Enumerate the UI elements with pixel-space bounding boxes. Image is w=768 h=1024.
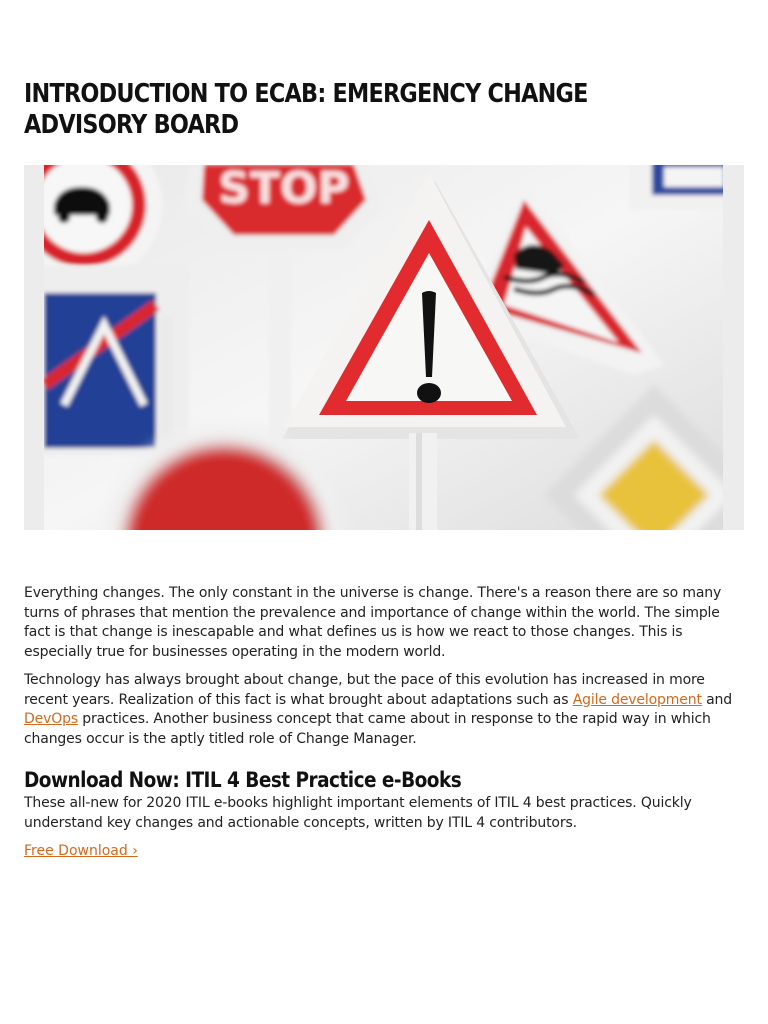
blue-rect-sign xyxy=(629,165,723,210)
intro-paragraph: Everything changes. The only constant in the universe is change. There's a reason there are so many turns of phrases that mention the prevalence and importance of change within the world. The simple fact is that change is inescapable and what defines us is how we react to those changes. This is especially true for businesses operating in the modern world. xyxy=(24,585,722,660)
paragraph-text: and xyxy=(701,691,733,708)
hero-image xyxy=(24,165,744,530)
page-title: INTRODUCTION TO ECAB: EMERGENCY CHANGE ADVISORY BOARD xyxy=(24,79,588,140)
agile-development-link[interactable]: Agile development xyxy=(572,691,702,708)
promo-heading: Download Now: ITIL 4 Best Practice e-Books xyxy=(24,768,462,792)
paragraph-text: practices. Another business concept that came about in response to the rapid way in which changes occur is the aptly titled role of Change Manager. xyxy=(24,711,711,747)
devops-link[interactable]: DevOps xyxy=(24,711,78,728)
free-download-link[interactable]: Free Download › xyxy=(24,843,138,859)
paragraph-text: Technology has always brought about change, but the pace of this evolution has increased in more recent years. Realization of this fact is what brought about adaptations such as xyxy=(24,672,705,708)
technology-paragraph xyxy=(24,671,744,749)
stop-sign xyxy=(184,165,384,250)
svg-text:STOP: STOP xyxy=(218,165,350,214)
traffic-signs-image xyxy=(44,165,723,530)
promo-description: These all-new for 2020 ITIL e-books highlight important elements of ITIL 4 best practices. Quickly understand key changes and actionable concepts, written by ITIL 4 contributors. xyxy=(24,795,692,831)
